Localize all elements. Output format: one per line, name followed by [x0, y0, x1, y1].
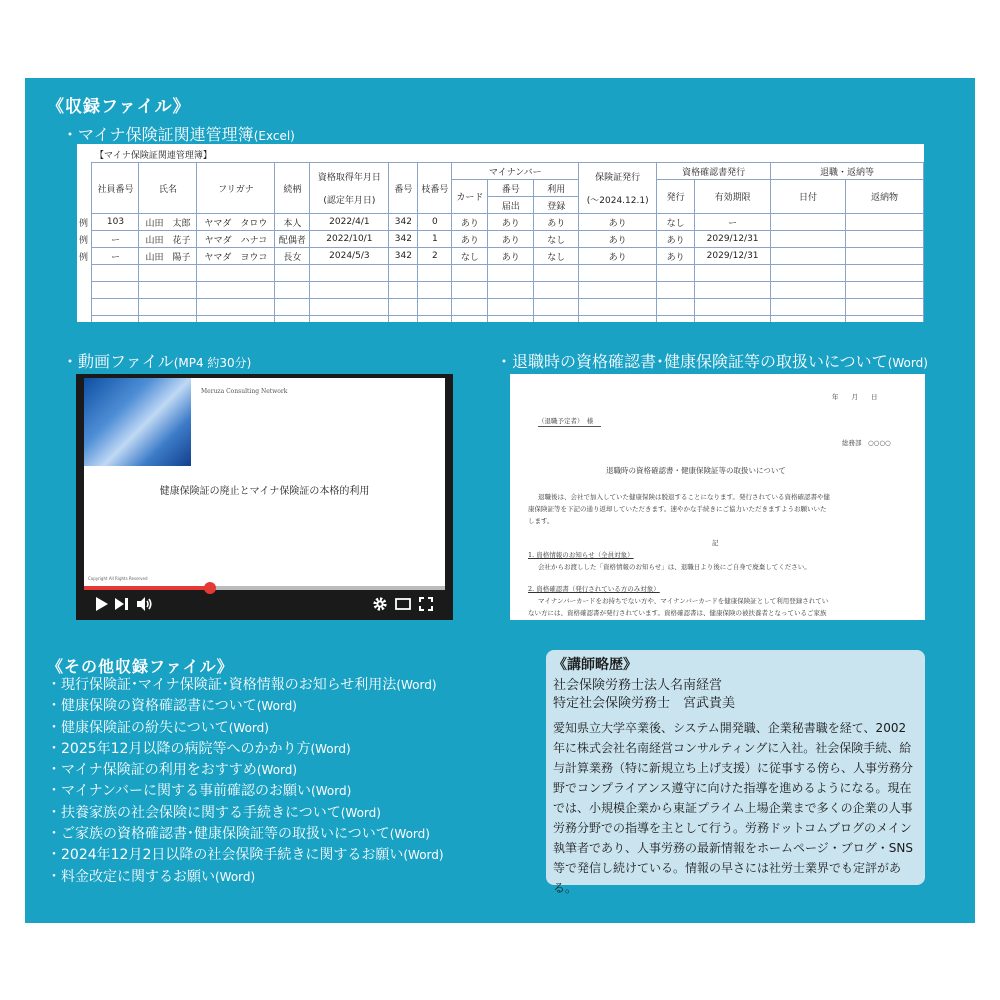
table-cell [695, 265, 771, 282]
slide-graphic [84, 378, 191, 466]
table-cell [579, 282, 657, 299]
table-cell [695, 282, 771, 299]
table-cell [771, 214, 846, 231]
table-cell: あり [657, 248, 695, 265]
table-cell [534, 282, 579, 299]
table-cell [657, 299, 695, 316]
table-cell: あり [452, 231, 488, 248]
table-cell [579, 265, 657, 282]
table-cell: 342 [389, 231, 418, 248]
col-retire-date: 日付 [771, 180, 846, 214]
table-cell [197, 299, 275, 316]
profile-name: 特定社会保険労務士 宮武貴美 [553, 696, 736, 711]
table-cell: 長女 [275, 248, 310, 265]
list-item: ・料金改定に関するお願い(Word) [47, 868, 256, 885]
table-cell [695, 299, 771, 316]
table-cell [310, 282, 389, 299]
table-cell [534, 316, 579, 323]
col-num-submit-2: 届出 [488, 197, 534, 214]
table-cell [139, 265, 197, 282]
table-cell [275, 299, 310, 316]
table-cell: 2024/5/3 [310, 248, 389, 265]
section-heading-other-files: 《その他収録ファイル》 [47, 657, 234, 676]
word-file-label: ・退職時の資格確認書･健康保険証等の取扱いについて(Word) [496, 352, 928, 371]
col-mynumber: マイナンバー [452, 163, 579, 180]
table-cell [695, 316, 771, 323]
doc-item1-text: 会社からお渡しした「資格情報のお知らせ」は、退職日より後にご自身で廃棄してください。 [538, 563, 811, 571]
table-cell: あり [534, 214, 579, 231]
fullscreen-icon[interactable] [419, 597, 433, 615]
list-item: ・マイナ保険証の利用をおすすめ(Word) [47, 762, 298, 779]
table-cell: 2022/4/1 [310, 214, 389, 231]
table-cell: あり [488, 248, 534, 265]
table-cell [845, 299, 923, 316]
table-cell [488, 265, 534, 282]
doc-body-3: します。 [528, 517, 554, 525]
slide-title: 健康保険証の廃止とマイナ保険証の本格的利用 [159, 486, 370, 497]
sheet-title: 【マイナ保険証関連管理簿】 [95, 151, 212, 161]
doc-item1-title: 1. 資格情報のお知らせ（全員対象） [528, 551, 634, 559]
table-cell [92, 282, 139, 299]
table-cell [418, 265, 452, 282]
table-cell: 本人 [275, 214, 310, 231]
col-cert-issue: 発行 [657, 180, 695, 214]
table-cell: ー [92, 248, 139, 265]
table-cell [845, 265, 923, 282]
table-cell [139, 282, 197, 299]
table-cell [77, 316, 92, 323]
word-preview [510, 374, 925, 620]
play-icon[interactable] [95, 597, 108, 615]
table-cell: 山田 陽子 [139, 248, 197, 265]
progress-handle[interactable] [204, 582, 216, 594]
table-cell [389, 265, 418, 282]
table-cell [197, 282, 275, 299]
list-item: ・扶養家族の社会保険に関する手続きについて(Word) [47, 804, 381, 821]
table-cell: 山田 花子 [139, 231, 197, 248]
table-cell [845, 231, 923, 248]
doc-body-1: 退職後は、会社で加入していた健康保険は脱退することになります。発行されている資格確認書や健 [538, 493, 830, 501]
next-icon[interactable] [115, 597, 129, 615]
list-item: ・健康保険証の紛失について(Word) [47, 719, 269, 736]
excel-preview [77, 144, 924, 322]
profile-bio: 愛知県立大学卒業後、システム開発職、企業秘書職を経て、2002 年に株式会社名南経営コンサルティングに入社。社会保険手続、給与計算業務（特に新規立ち上げ支援）に従事する傍ら、人事労務分野でコンプライアンス遵守に向けた指導を進めるようになる。現在では、小規模企業から東証プライム上場企業まで多くの企業の人事労務分野での指導を主として行う。労務ドットコムブログのメイン執筆者であり、人事労務の最新情報をホームページ・ブログ・SNS 等で発信し続けている。情報の早さには社労士業界でも定評がある。 [553, 721, 914, 895]
table-cell [197, 265, 275, 282]
table-cell: 0 [418, 214, 452, 231]
col-card: カード [452, 180, 488, 214]
table-cell [418, 316, 452, 323]
doc-title: 退職時の資格確認書・健康保険証等の取扱いについて [606, 466, 786, 475]
instructor-profile [546, 650, 925, 895]
table-cell [452, 265, 488, 282]
video-file-label: ・動画ファイル(MP4 約30分) [62, 352, 252, 371]
table-cell [92, 316, 139, 323]
table-row [77, 248, 924, 265]
table-cell [488, 299, 534, 316]
table-cell: あり [579, 248, 657, 265]
table-cell [488, 316, 534, 323]
table-cell [771, 299, 846, 316]
progress-fill [84, 586, 210, 590]
table-cell [452, 299, 488, 316]
doc-sender: 総務部 ○○○○ [842, 439, 891, 447]
table-cell [389, 282, 418, 299]
volume-icon[interactable] [137, 597, 153, 615]
col-use-reg-1: 利用 [534, 180, 579, 197]
table-cell: ー [695, 214, 771, 231]
table-cell: 2029/12/31 [695, 231, 771, 248]
table-cell [389, 299, 418, 316]
row-label: 例 [77, 248, 92, 265]
management-table [77, 162, 924, 322]
gear-icon[interactable] [373, 597, 387, 615]
col-retire: 退職・返納等 [771, 163, 924, 180]
table-cell [197, 316, 275, 323]
table-cell: なし [534, 231, 579, 248]
table-cell [579, 316, 657, 323]
table-cell [92, 265, 139, 282]
doc-body-2: 康保険証等を下記の通り返却していただきます。速やかな手続きにご協力いただきますようお願いいた [528, 505, 827, 513]
table-cell: ー [92, 231, 139, 248]
table-cell: あり [579, 214, 657, 231]
col-cert: 資格確認書発行 [657, 163, 771, 180]
table-cell: ヤマダ タロウ [197, 214, 275, 231]
table-row-empty [77, 265, 924, 282]
table-cell: あり [657, 231, 695, 248]
table-row-empty [77, 316, 924, 323]
col-use-reg-2: 登録 [534, 197, 579, 214]
table-cell [771, 231, 846, 248]
other-files-list [47, 675, 444, 888]
table-cell: あり [452, 214, 488, 231]
col-relation: 続柄 [275, 163, 310, 214]
excel-file-label: ・マイナ保険証関連管理簿(Excel) [62, 125, 295, 144]
table-cell [771, 282, 846, 299]
table-cell [310, 316, 389, 323]
copyright-text: Copyright All Rights Reserved [88, 576, 148, 581]
table-cell [657, 316, 695, 323]
table-row [77, 214, 924, 231]
table-cell: 342 [389, 248, 418, 265]
col-cert-valid: 有効期限 [695, 180, 771, 214]
theater-icon[interactable] [395, 597, 411, 615]
table-cell: あり [488, 214, 534, 231]
col-emp-no: 社員番号 [92, 163, 139, 214]
col-name: 氏名 [139, 163, 197, 214]
table-cell: 103 [92, 214, 139, 231]
table-cell [418, 282, 452, 299]
table-cell [418, 299, 452, 316]
table-cell [77, 299, 92, 316]
list-item: ・ご家族の資格確認書･健康保険証等の取扱いについて(Word) [47, 826, 430, 843]
table-cell [452, 282, 488, 299]
table-cell: 2022/10/1 [310, 231, 389, 248]
doc-addressee: （退職予定者） 様 [538, 416, 601, 427]
table-cell [771, 316, 846, 323]
list-item: ・健康保険の資格確認書について(Word) [47, 698, 297, 715]
video-slide [84, 378, 445, 586]
table-cell: あり [579, 231, 657, 248]
table-cell [845, 248, 923, 265]
doc-item2-text-2: ない方には、資格確認書が発行されています。資格確認書は、健康保険の被扶養者となっているご家族 [528, 609, 827, 617]
col-kana: フリガナ [197, 163, 275, 214]
progress-bar[interactable] [84, 586, 445, 590]
col-acq-date: 資格取得年月日 (認定年月日) [310, 163, 389, 214]
col-retire-item: 返納物 [845, 180, 923, 214]
table-cell [139, 299, 197, 316]
table-row-empty [77, 299, 924, 316]
table-cell [534, 265, 579, 282]
table-cell: 1 [418, 231, 452, 248]
table-cell: 配偶者 [275, 231, 310, 248]
row-label: 例 [77, 214, 92, 231]
col-issue: 保険証発行 (～2024.12.1) [579, 163, 657, 214]
table-cell [275, 265, 310, 282]
table-cell [77, 265, 92, 282]
table-cell [92, 299, 139, 316]
list-item: ・現行保険証･マイナ保険証･資格情報のお知らせ利用法(Word) [47, 677, 437, 693]
table-cell: 342 [389, 214, 418, 231]
col-branch: 枝番号 [418, 163, 452, 214]
section-heading-files: 《収録ファイル》 [47, 97, 191, 117]
table-cell: 山田 太郎 [139, 214, 197, 231]
table-cell [310, 299, 389, 316]
row-label: 例 [77, 231, 92, 248]
profile-title: 《講師略歴》 [553, 657, 637, 673]
list-item: ・2024年12月2日以降の社会保険手続きに関するお願い(Word) [47, 847, 444, 864]
table-cell [845, 316, 923, 323]
table-cell: なし [452, 248, 488, 265]
brand-text: Meruza Consulting Network [201, 388, 288, 395]
col-number: 番号 [389, 163, 418, 214]
table-cell [657, 265, 695, 282]
table-cell: あり [488, 231, 534, 248]
table-cell: ヤマダ ハナコ [197, 231, 275, 248]
profile-company: 社会保険労務士法人名南経営 [553, 678, 723, 693]
table-row-empty [77, 282, 924, 299]
table-cell: 2029/12/31 [695, 248, 771, 265]
table-cell [579, 299, 657, 316]
table-cell [845, 282, 923, 299]
list-item: ・マイナンバーに関する事前確認のお願い(Word) [47, 783, 352, 800]
table-cell [275, 316, 310, 323]
table-cell: なし [657, 214, 695, 231]
table-cell [488, 282, 534, 299]
table-cell: ヤマダ ヨウコ [197, 248, 275, 265]
table-row [77, 231, 924, 248]
table-cell [845, 214, 923, 231]
table-cell: なし [534, 248, 579, 265]
list-item: ・2025年12月以降の病院等へのかかり方(Word) [47, 740, 351, 757]
table-cell [389, 316, 418, 323]
doc-ki: 記 [712, 539, 719, 547]
table-cell [139, 316, 197, 323]
doc-item2-text-1: マイナンバーカードをお持ちでない方や、マイナンバーカードを健康保険証として利用登録されてい [538, 597, 829, 605]
table-cell [534, 299, 579, 316]
table-cell [657, 282, 695, 299]
table-cell [310, 265, 389, 282]
table-cell: 2 [418, 248, 452, 265]
video-player[interactable] [76, 374, 453, 620]
doc-date: 年 月 日 [832, 393, 878, 401]
table-cell [771, 248, 846, 265]
table-cell [771, 265, 846, 282]
table-cell [275, 282, 310, 299]
table-cell [452, 316, 488, 323]
col-num-submit-1: 番号 [488, 180, 534, 197]
table-cell [77, 282, 92, 299]
doc-item2-title: 2. 資格確認書（発行されている方のみ対象） [528, 585, 660, 593]
